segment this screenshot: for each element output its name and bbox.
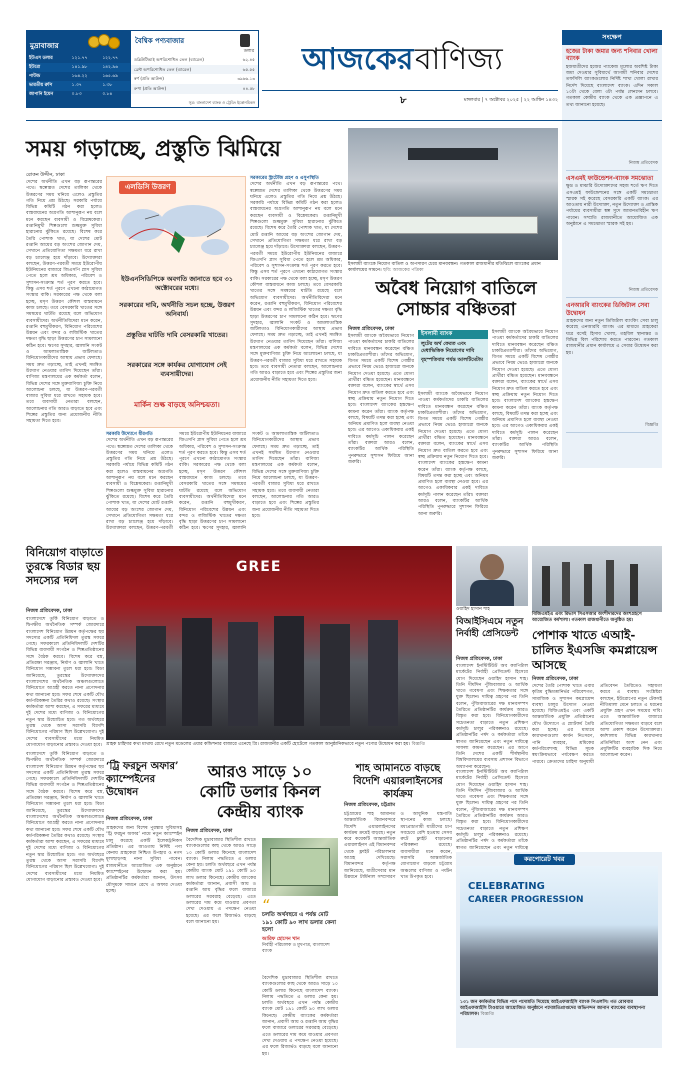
wb-body-col2: বৈদেশিক মুদ্রাবাজার স্থিতিশীল রাখতে ব্যাংকগুলোর কাছ থেকে আরও সাড়ে ১০ কোটি ডলার কিনেছে বাংলাদেশ ব্যাংক। নিলাম পদ্ধতিতে এ ডলার কেনা হয়। চলতি অর্থবছরে এখন পর্যন্ত কেন্দ্রীয় ব্যাংক মোট ১৯১ কোটি ৯০ লাখ ডলার কিনেছে। কেন্দ্রীয় ব্যাংকের কর্মকর্তারা জানান, প্রবাসী আয় ও রপ্তানি আয় বৃদ্ধির ফলে বাজারে ডলারের সরবরাহ বেড়েছে। এতে ডলারের দাম কমে যাওয়ার প্রবণতা দেখা দেওয়ায় এ পদক্ষেপ নেওয়া হয়েছে। এর ফলে রিজার্ভও বাড়ছে বলে জানানো হয়। [262, 976, 338, 1057]
shah-body: চট্টগ্রামের শাহ আমানত আন্তর্জাতিক বিমানবন্দরে বিদেশি এয়ারলাইনসের কার্যক্রম ক্রমেই বাড়ছে। নতুন করে কয়েকটি আন্তর্জাতিক এয়ারলাইনস এই বিমানবন্দর থেকে ফ্লাইট পরিচালনার আগ্রহ দেখিয়েছে। বিমানবন্দর কর্তৃপক্ষ জানিয়েছে, যাত্রীসেবার মান উন্নয়নে টার্মিনাল সম্প্রসারণ ও আধুনিক যন্ত্রপাতি স্থাপনের কাজ চলছে। মধ্যপ্রাচ্যগামী যাত্রীদের চাপ সবচেয়ে বেশি হওয়ায় সেসব রুটে ফ্লাইট বাড়ানোর পরিকল্পনা রয়েছে। ব্যবসায়ীরা মনে করেন, সরাসরি আন্তর্জাতিক যোগাযোগ বাড়লে চট্টগ্রাম অঞ্চলের বাণিজ্য ও পর্যটন খাত উপকৃত হবে। [344, 812, 452, 880]
commodity-row: রুপা (প্রতি আউন্স) ৪৪.৫৮ [131, 84, 258, 94]
commodity-row: স্বর্ণ (প্রতি আউন্স) ৩৯৬৬.১৩ [131, 74, 258, 84]
ibbl-photo [348, 128, 558, 260]
protest-banner [368, 216, 538, 234]
masthead-rule [262, 90, 558, 91]
ibbl-body-col1: ইসলামী ব্যাংকে অবৈধভাবে নিয়োগ পাওয়া কর্মকর্তাদের চাকরি বাতিলের দাবিতে মানববন্ধন করেছেন বঞ্চিত চাকরিপ্রত্যাশীরা। তাঁদের অভিযোগ, বিগত সময়ে একটি বিশেষ গোষ্ঠীর প্রভাবে নিয়ম ভেঙে হাজারো জনকে নিয়োগ দেওয়া হয়েছে। এতে যোগ্য প্রার্থীরা বঞ্চিত হয়েছেন। মানববন্ধনে বক্তারা বলেন, ব্যাংকের স্বার্থে এসব নিয়োগ দ্রুত বাতিল করতে হবে এবং স্বচ্ছ প্রক্রিয়ায় নতুন নিয়োগ দিতে হবে। বাংলাদেশ ব্যাংকের হস্তক্ষেপ কামনা করেন তাঁরা। ব্যাংক কর্তৃপক্ষ বলছে, বিষয়টি তদন্ত করা হচ্ছে এবং অনিয়ম প্রমাণিত হলে ব্যবস্থা নেওয়া হবে। এর আগেও একাধিকবার একই দাবিতে কর্মসূচি পালন করেছেন তাঁরা। বক্তারা আরও বলেন, ব্যাংকটির আর্থিক পরিস্থিতি পুনরুদ্ধারে সুশাসন ফিরিয়ে আনা জরুরি। [348, 334, 414, 465]
wb-body-col1: বৈদেশিক মুদ্রাবাজার স্থিতিশীল রাখতে ব্যাংকগুলোর কাছ থেকে আরও সাড়ে ১০ কোটি ডলার কিনেছে বাংলাদেশ ব্যাংক। নিলাম পদ্ধতিতে এ ডলার কেনা হয়। চলতি অর্থবছরে এখন পর্যন্ত কেন্দ্রীয় ব্যাংক মোট ১৯১ কোটি ৯০ লাখ ডলার কিনেছে। কেন্দ্রীয় ব্যাংকের কর্মকর্তারা জানান, প্রবাসী আয় ও রপ্তানি আয় বৃদ্ধির ফলে বাজারে ডলারের সরবরাহ বেড়েছে। এতে ডলারের দাম কমে যাওয়ার প্রবণতা দেখা দেওয়ায় এ পদক্ষেপ নেওয়া হয়েছে। এর ফলে রিজার্ভও বাড়ছে বলে জানানো হয়। [186, 838, 256, 925]
ibbl-infobox-point-1: লুটের অর্থ ফেরত এবং মেধাভিত্তিক নিয়োগের দাবি [421, 341, 475, 355]
bida-body-cont: বাংলাদেশে তুর্কি বিনিয়োগ বাড়াতে ও দ্বিপক্ষীয় অর্থনৈতিক সম্পর্ক জোরদারে বাংলাদেশ বিনিয়োগ উন্নয়ন কর্তৃপক্ষের ছয় সদস্যের একটি প্রতিনিধিদল তুরস্ক সফরে গেছে। সফরকালে প্রতিনিধিদলটি দেশটির বিভিন্ন ব্যবসায়ী সংগঠন ও শিল্পপ্রতিষ্ঠানের সঙ্গে বৈঠক করবে। বিশেষ করে বস্ত্র, প্রতিরক্ষা সরঞ্জাম, নির্মাণ ও জ্বালানি খাতে বিনিয়োগ সম্ভাবনা তুলে ধরা হবে। বিডা জানিয়েছে, তুরস্কের উদ্যোক্তাদের বাংলাদেশের অর্থনৈতিক অঞ্চলগুলোতে বিনিয়োগে আগ্রহী করতে নানা প্রণোদনার কথা জানানো হবে। সফর শেষে একটি যৌথ কর্মপরিকল্পনা তৈরির কথাও রয়েছে। সংস্থার কর্মকর্তারা আশা করছেন, এ সফরের মাধ্যমে দুই দেশের মধ্যে বাণিজ্য ও বিনিয়োগের নতুন দ্বার উন্মোচিত হবে। গত অর্থবছরে তুরস্ক থেকে আসা সরাসরি বিদেশি বিনিয়োগের পরিমাণ ছিল উল্লেখযোগ্য। দুই দেশের ব্যবসায়ীদের মধ্যে নিয়মিত যোগাযোগ বাড়ানোর প্রস্তাবও দেওয়া হবে। [26, 752, 104, 883]
gree-logo: GREE [236, 559, 282, 575]
esg-body: দেশের তৈরি পোশাক খাতে এবার কৃত্রিম বুদ্ধিমত্তানির্ভর পরিবেশগত, সামাজিক ও সুশাসন কমপ্লায়েন্স ব্যবস্থা চালুর উদ্যোগ নেওয়া হয়েছে। বিজিএমইএ এবং একটি আন্তর্জাতিক প্রযুক্তি প্রতিষ্ঠানের যৌথ উদ্যোগে এ প্ল্যাটফর্ম তৈরি করা হচ্ছে। এর মাধ্যমে কারখানাগুলো কার্বন নিঃসরণ, পানি ব্যবহার, শ্রমিকের কর্মপরিবেশসহ বিভিন্ন সূচক স্বয়ংক্রিয়ভাবে পর্যবেক্ষণ করতে পারবে। ক্রেতাদের চাহিদা অনুযায়ী প্রতিবেদন তৈরিতেও সহায়তা করবে এ ব্যবস্থা। সংশ্লিষ্টরা বলছেন, ইউরোপের নতুন টেকসই নীতিমালা মেনে চলতে এ ধরনের প্রযুক্তি গ্রহণ এখন সময়ের দাবি। এতে আন্তর্জাতিক বাজারে প্রতিযোগিতা সক্ষমতা বাড়বে বলে আশা প্রকাশ করেন উদ্যোক্তারা। কর্মশালায় বিভিন্ন কারখানার প্রতিনিধিরা অংশ নেন এবং প্রযুক্তিটির ব্যবহারিক দিক নিয়ে আলোচনা করেন। [532, 684, 662, 765]
lead-subhead-2: সরকারের স্ট্রাটেজি গ্রহণ ও এসুপস্থিতি [250, 176, 319, 181]
bank-tower-sign [408, 148, 498, 160]
biaim-headline: বিআইসিএমে নতুন নির্বাহী প্রেসিডেন্ট [456, 617, 524, 639]
sidebar-briefs [562, 30, 662, 468]
corporate-photo [460, 866, 658, 996]
sidebar-brief-byline: নিজস্ব প্রতিবেদক [628, 160, 658, 166]
sidebar-brief-body: গ্রাহকদের জন্য নতুন ডিজিটাল ব্যাংকিং সেবা চালু করেছে এনআরবি ব্যাংক। এর মাধ্যমে গ্রাহকেরা ঘরে বসেই হিসাব খোলা, তহবিল স্থানান্তর ও বিভিন্ন বিল পরিশোধ করতে পারবেন। গতকাল রাজধানীর প্রধান কার্যালয়ে এ সেবার উদ্বোধন করা হয়। [566, 319, 658, 356]
corporate-section [456, 852, 662, 1048]
currency-row: পাউন্ড ১৬৪.২২ ১৬৫.৬৯ [26, 72, 130, 81]
corporate-banner-l1: CELEBRATING [468, 881, 545, 892]
lead-body-col1 [26, 180, 102, 538]
shah-headline: শাহ আমানতে বাড়ছে বিদেশি এয়ারলাইনসের কার্যক্রম [353, 763, 443, 800]
lead-headline: সময় গড়াচ্ছে, প্রস্তুতি ঝিমিয়ে [26, 136, 281, 162]
ldc-point-2: সরকারের দাবি, অর্থনীতি সচল হচ্ছে, উত্তরণ অনিবার্য। [119, 301, 235, 318]
masthead [262, 32, 558, 112]
ibbl-body-col3: ইসলামী ব্যাংকে অবৈধভাবে নিয়োগ পাওয়া কর্মকর্তাদের চাকরি বাতিলের দাবিতে মানববন্ধন করেছেন বঞ্চিত চাকরিপ্রত্যাশীরা। তাঁদের অভিযোগ, বিগত সময়ে একটি বিশেষ গোষ্ঠীর প্রভাবে নিয়ম ভেঙে হাজারো জনকে নিয়োগ দেওয়া হয়েছে। এতে যোগ্য প্রার্থীরা বঞ্চিত হয়েছেন। মানববন্ধনে বক্তারা বলেন, ব্যাংকের স্বার্থে এসব নিয়োগ দ্রুত বাতিল করতে হবে এবং স্বচ্ছ প্রক্রিয়ায় নতুন নিয়োগ দিতে হবে। বাংলাদেশ ব্যাংকের হস্তক্ষেপ কামনা করেন তাঁরা। ব্যাংক কর্তৃপক্ষ বলছে, বিষয়টি তদন্ত করা হচ্ছে এবং অনিয়ম প্রমাণিত হলে ব্যবস্থা নেওয়া হবে। এর আগেও একাধিকবার একই দাবিতে কর্মসূচি পালন করেছেন তাঁরা। বক্তারা আরও বলেন, ব্যাংকটির আর্থিক পরিস্থিতি পুনরুদ্ধারে সুশাসন ফিরিয়ে আনা জরুরি। [492, 330, 558, 461]
commodity-row: ডব্লিউটিআই অপরিশোধিত তেল (ব্যারেল) ৬২.৪৫ [131, 55, 258, 65]
gold-coins-icon [86, 34, 126, 50]
trifortune-headline: ‘ট্রি ফরচুন অফার’ ক্যাম্পেইনের উদ্বোধন [106, 761, 179, 798]
sidebar-brief [566, 175, 658, 298]
biaim-body-cont: বাংলাদেশ ইনস্টিটিউট অব ক্যাপিটাল মার্কেটের নির্বাহী প্রেসিডেন্ট হিসেবে যোগ দিয়েছেন ওয়াহিদ হাসান শাহ। তিনি দীর্ঘদিন পুঁজিবাজার ও আর্থিক খাতে গবেষণা এবং শিক্ষকতার সঙ্গে যুক্ত ছিলেন। দায়িত্ব গ্রহণের পর তিনি বলেন, পুঁজিবাজারের দক্ষ মানবসম্পদ তৈরিতে প্রতিষ্ঠানটির কার্যক্রম আরও বিস্তৃত করা হবে। বিনিয়োগকারীদের সচেতনতা বাড়াতে নতুন প্রশিক্ষণ কর্মসূচি চালুর পরিকল্পনাও রয়েছে। প্রতিষ্ঠানটির পর্ষদ ও কর্মকর্তারা তাঁকে স্বাগত জানিয়েছেন এবং নতুন দায়িত্বে [456, 770, 528, 851]
currency-row: ভারতীয় রুপি ১.৩৭ ১.৩৮ [26, 81, 130, 90]
esg-caption: বিজিএমইএ এবং রিভাস সিএসআর অংশীদারদের অংশগ্রহণে আয়োজিত কর্মশালা। গতকাল রাজধানীতে অনুষ্ঠিত হয়। [532, 612, 642, 623]
corporate-tag: করপোরেট খবর [514, 854, 575, 865]
trifortune-byline: নিজস্ব প্রতিবেদক, ঢাকা [106, 816, 153, 822]
ldc-point-5: মার্কিন শুল্ক বাড়ছে অনিশ্চয়তা। [134, 401, 220, 409]
biaim-byline: নিজস্ব প্রতিবেদক, ঢাকা [456, 656, 503, 662]
sidebar-brief-title: হজের টাকা জমার জন্য শনিবার খোলা ব্যাংক [566, 47, 658, 63]
page-number: ৮ [400, 95, 407, 106]
ibbl-byline: নিজস্ব প্রতিবেদক, ঢাকা [348, 326, 395, 332]
gree-photo [106, 546, 452, 740]
sidebar-brief-byline: বিজ্ঞপ্তি [645, 423, 658, 429]
sidebar-header: সংক্ষেপ [562, 30, 662, 45]
commodity-source: সূত্র: বাংলাদেশ ব্যাংক ও ট্রেডিং ইকোনমিকস [188, 99, 255, 105]
bida-byline: নিজস্ব প্রতিবেদক, ঢাকা [26, 608, 73, 614]
ldc-box [106, 176, 246, 428]
ldc-point-3: প্রস্তুতির ঘাটতি দাবি বেসরকারি খাতের। [126, 331, 228, 339]
sidebar-brief-body: ক্ষুদ্র ও মাঝারি উদ্যোক্তাদের সহজ শর্তে ঋণ দিতে এসএমই ফাউন্ডেশনের সঙ্গে একটি সমঝোতা স্মারক সই করেছে বেসরকারি একটি ব্যাংক। এর আওতায় নারী উদ্যোক্তা, নতুন উদ্যোক্তা ও প্রান্তিক পর্যায়ের ব্যবসায়ীরা স্বল্প সুদে জামানতবিহীন ঋণ পাবেন। সম্প্রতি রাজধানীতে আয়োজিত এক অনুষ্ঠানে এ সমঝোতা স্মারক সই হয়। [566, 184, 658, 227]
world-map-icon [115, 199, 239, 261]
wb-pull-quote: “ চলতি অর্থবছরে এ পর্যন্ত মোট ১৯১ কোটি ৯০ লাখ ডলার কেনা হলো আরিফ হোসেন খান নির্বাহী পরিচালক ও মুখপাত্র, বাংলাদেশ ব্যাংক [262, 900, 338, 974]
issue-date: মঙ্গলবার | ৭ অক্টোবর ২০২৫ | ২২ আশ্বিন ১৪৩২ [463, 98, 558, 103]
sidebar-brief [566, 302, 658, 433]
corporate-banner-l2: CAREER PROGRESSION [468, 895, 584, 905]
currency-row: ইউরো ১৪১.৯৮ ১৪২.৯৬ [26, 63, 130, 72]
quote-mark-icon: “ [262, 896, 271, 915]
oil-barrel-icon [240, 34, 250, 47]
trifortune-body: গ্রাহকদের জন্য বিশেষ পুরস্কার সুবিধাসহ ‘ট্রি ফরচুন অফার’ নামে নতুন ক্যাম্পেইন চালু করেছে একটি ইলেকট্রনিকস প্রতিষ্ঠান। এর আওতায় নির্দিষ্ট পণ্য কেনায় গ্রাহকেরা নিশ্চিত উপহার ও নগদ মূল্যছাড়সহ নানা সুবিধা পাবেন। রাজধানীতে আয়োজিত এক অনুষ্ঠানে ক্যাম্পেইনের উদ্বোধন করা হয়। প্রতিষ্ঠানটির কর্মকর্তারা জানান, উৎসব মৌসুমকে সামনে রেখে এ অফার দেওয়া হচ্ছে। [106, 826, 182, 894]
commodity-unit: ডলার [243, 49, 254, 54]
dollar-photo [262, 838, 338, 896]
ldc-tag: এলডিসি উত্তরণ [119, 181, 176, 194]
ibbl-headline: অবৈধ নিয়োগ বাতিলে সোচ্চার বঞ্চিতরা [375, 278, 537, 320]
wb-headline: আরও সাড়ে ১০ কোটি ডলার কিনল কেন্দ্রীয় ব্যাংক [199, 762, 321, 821]
ldc-point-4: সরকারের সঙ্গে কার্যকর যোগাযোগ নেই ব্যবসায়ীদের। [127, 361, 227, 378]
bida-headline: বিনিয়োগ বাড়াতে তুরস্কে বিডার ছয় সদস্যের দল [26, 546, 104, 587]
currency-title: মুদ্রাবাজার [30, 42, 59, 50]
shah-byline: নিজস্ব প্রতিবেদক, চট্টগ্রাম [344, 802, 395, 808]
biaim-photo-name: ওয়াহিদ হাসান শাহ [456, 607, 490, 612]
currency-table [26, 30, 130, 108]
lead-byline: রোকন উদ্দীন, ঢাকা [26, 172, 65, 178]
esg-byline: নিজস্ব প্রতিবেদক, ঢাকা [532, 676, 579, 682]
commodity-row: ব্রেন্ট অপরিশোধিত তেল (ব্যারেল) ৬৫.৫৫ [131, 65, 258, 75]
gree-caption: গ্রাহক চাহিদার কথা মাথায় রেখে নতুন মডেলের এয়ার কন্ডিশনার বাজারে এনেছে গ্রি। রাজধানীর একটি হোটেলে গতকাল আনুষ্ঠানিকভাবে নতুন পণ্যের উদ্বোধন করা হয়। বিজ্ঞপ্তি [106, 742, 425, 747]
ibbl-infobox-point-2: বৃহস্পতিবার পর্যন্ত আলটিমেটাম [421, 356, 483, 363]
lead-subhead-1: সরকারি উদ্যোগে ধীরগতি [106, 432, 153, 437]
biaim-portrait [456, 546, 528, 606]
market-panel [26, 30, 259, 108]
esg-photo [532, 546, 662, 612]
ibbl-caption: ইসলামী ব্যাংকে নিয়োগ বাতিল ও অপসারণ চেয়ে মানববন্ধন। গতকাল রাজধানীর মতিঝিলে ব্যাংকের প্রধান কার্যালয়ের সামনে। ছবি: আজকের পত্রিকা [348, 262, 541, 273]
lead-body-col4: সরকারের স্ট্রাটেজি গ্রহণ ও এসুপস্থিতি দেশের অর্থনীতি এখন বড় রূপান্তরের পথে। স্বল্পোন্নত দেশের তালিকা থেকে উত্তরণের সময় ঘনিয়ে এলেও প্রস্তুতির গতি নিয়ে প্রশ্ন উঠছে। সরকারি পর্যায়ে বিভিন্ন কমিটি গঠন করা হলেও বাস্তবায়নের অগ্রগতি আশানুরূপ নয় বলে মনে করছেন ব্যবসায়ী ও বিশ্লেষকেরা। রপ্তানিমুখী শিল্পগুলো শুল্কমুক্ত সুবিধা হারানোর ঝুঁকিতে রয়েছে। বিশেষ করে তৈরি পোশাক খাত, যা দেশের মোট রপ্তানি আয়ের বড় অংশের জোগান দেয়, সেখানে প্রতিযোগিতা সক্ষমতা ধরে রাখা বড় চ্যালেঞ্জ হয়ে দাঁড়াবে। উদ্যোক্তারা বলছেন, উত্তরণ-পরবর্তী সময়ে ইউরোপীয় ইউনিয়নের বাজারে জিএসপি প্লাস সুবিধা পেতে হলে শ্রম অধিকার, পরিবেশ ও সুশাসন-সংক্রান্ত শর্ত পূরণ করতে হবে। কিন্তু এসব শর্ত পূরণে এখনো কাঠামোগত সংস্কার বাকি। সরকারের পক্ষ থেকে বলা হচ্ছে, মসৃণ উত্তরণ কৌশল বাস্তবায়নে কাজ চলছে। তবে বেসরকারি খাতের সঙ্গে সমন্বয়ের ঘাটতি রয়েছে বলে অভিযোগ ব্যবসায়ীদের। অর্থনীতিবিদেরা মনে করেন, রপ্তানি বহুমুখীকরণ, বিনিয়োগ পরিবেশের উন্নয়ন এবং বন্দর ও লজিস্টিক খাতের দক্ষতা বৃদ্ধি ছাড়া উত্তরণের চাপ সামলানো কঠিন হবে। ঋণের সুদহার, জ্বালানি সংকট ও আমলাতান্ত্রিক জটিলতাও বিনিয়োগকারীদের আস্থায় প্রভাব ফেলছে। সময় দ্রুত গড়াচ্ছে, তাই এখনই সমন্বিত উদ্যোগ নেওয়ার তাগিদ দিয়েছেন তাঁরা। বাণিজ্য মন্ত্রণালয়ের এক কর্মকর্তা বলেন, বিভিন্ন দেশের সঙ্গে মুক্তবাণিজ্য চুক্তি নিয়ে আলোচনা চলছে, যা উত্তরণ-পরবর্তী বাজার সুবিধা ধরে রাখতে সহায়ক হবে। তবে ব্যবসায়ী নেতারা বলছেন, আলোচনার গতি আরও বাড়াতে হবে এবং শিল্পের প্রস্তুতির জন্য প্রয়োজনীয় নীতি সহায়তা দিতে হবে। [250, 176, 342, 383]
sidebar-brief-byline: নিজস্ব প্রতিবেদক [628, 288, 658, 294]
commodity-table [130, 30, 259, 108]
sidebar-brief-title: এনআরবি ব্যাংকের ডিজিটাল সেবা উদ্বোধন [566, 302, 650, 317]
sidebar-brief [566, 48, 658, 171]
wb-byline: নিজস্ব প্রতিবেদক, ঢাকা [186, 828, 233, 834]
top-rule [26, 120, 662, 121]
sidebar-brief-body: হজযাত্রীদের হজের প্যাকেজ মূল্যের অবশিষ্ট টাকা জমা দেওয়ার সুবিধার্থে আগামী শনিবার দেশের তফসিলি ব্যাংকগুলোর নির্দিষ্ট শাখা খোলা রাখার নির্দেশ দিয়েছে বাংলাদেশ ব্যাংক। এদিন সকাল ১০টা থেকে বেলা ৩টা পর্যন্ত লেনদেন চলবে। গতকাল কেন্দ্রীয় ব্যাংক থেকে এক প্রজ্ঞাপনে এ তথ্য জানানো হয়েছে। [566, 64, 658, 108]
biaim-body: বাংলাদেশ ইনস্টিটিউট অব ক্যাপিটাল মার্কেটের নির্বাহী প্রেসিডেন্ট হিসেবে যোগ দিয়েছেন ওয়াহিদ হাসান শাহ। তিনি দীর্ঘদিন পুঁজিবাজার ও আর্থিক খাতে গবেষণা এবং শিক্ষকতার সঙ্গে যুক্ত ছিলেন। দায়িত্ব গ্রহণের পর তিনি বলেন, পুঁজিবাজারের দক্ষ মানবসম্পদ তৈরিতে প্রতিষ্ঠানটির কার্যক্রম আরও বিস্তৃত করা হবে। বিনিয়োগকারীদের সচেতনতা বাড়াতে নতুন প্রশিক্ষণ কর্মসূচি চালুর পরিকল্পনাও রয়েছে। প্রতিষ্ঠানটির পর্ষদ ও কর্মকর্তারা তাঁকে স্বাগত জানিয়েছেন এবং নতুন দায়িত্বে সাফল্য কামনা করেছেন। এর আগে তিনি দেশের একটি শীর্ষস্থানীয় বিশ্ববিদ্যালয়ের ব্যবসায় প্রশাসন বিভাগে অধ্যাপনা করেছেন। [456, 664, 528, 770]
currency-row: ইউএস ডলার ১২১.৭৭ ১২২.৭৭ [26, 54, 130, 63]
lead-body-cols: সরকারি উদ্যোগে ধীরগতি দেশের অর্থনীতি এখন বড় রূপান্তরের পথে। স্বল্পোন্নত দেশের তালিকা থেকে উত্তরণের সময় ঘনিয়ে এলেও প্রস্তুতির গতি নিয়ে প্রশ্ন উঠছে। সরকারি পর্যায়ে বিভিন্ন কমিটি গঠন করা হলেও বাস্তবায়নের অগ্রগতি আশানুরূপ নয় বলে মনে করছেন ব্যবসায়ী ও বিশ্লেষকেরা। রপ্তানিমুখী শিল্পগুলো শুল্কমুক্ত সুবিধা হারানোর ঝুঁকিতে রয়েছে। বিশেষ করে তৈরি পোশাক খাত, যা দেশের মোট রপ্তানি আয়ের বড় অংশের জোগান দেয়, সেখানে প্রতিযোগিতা সক্ষমতা ধরে রাখা বড় চ্যালেঞ্জ হয়ে দাঁড়াবে। উদ্যোক্তারা বলছেন, উত্তরণ-পরবর্তী সময়ে ইউরোপীয় ইউনিয়নের বাজারে জিএসপি প্লাস সুবিধা পেতে হলে শ্রম অধিকার, পরিবেশ ও সুশাসন-সংক্রান্ত শর্ত পূরণ করতে হবে। কিন্তু এসব শর্ত পূরণে এখনো কাঠামোগত সংস্কার বাকি। সরকারের পক্ষ থেকে বলা হচ্ছে, মসৃণ উত্তরণ কৌশল বাস্তবায়নে কাজ চলছে। তবে বেসরকারি খাতের সঙ্গে সমন্বয়ের ঘাটতি রয়েছে বলে অভিযোগ ব্যবসায়ীদের। অর্থনীতিবিদেরা মনে করেন, রপ্তানি বহুমুখীকরণ, বিনিয়োগ পরিবেশের উন্নয়ন এবং বন্দর ও লজিস্টিক খাতের দক্ষতা বৃদ্ধি ছাড়া উত্তরণের চাপ সামলানো কঠিন হবে। ঋণের সুদহার, জ্বালানি সংকট ও আমলাতান্ত্রিক জটিলতাও বিনিয়োগকারীদের আস্থায় প্রভাব ফেলছে। সময় দ্রুত গড়াচ্ছে, তাই এখনই সমন্বিত উদ্যোগ নেওয়ার তাগিদ দিয়েছেন তাঁরা। বাণিজ্য মন্ত্রণালয়ের এক কর্মকর্তা বলেন, বিভিন্ন দেশের সঙ্গে মুক্তবাণিজ্য চুক্তি নিয়ে আলোচনা চলছে, যা উত্তরণ-পরবর্তী বাজার সুবিধা ধরে রাখতে সহায়ক হবে। তবে ব্যবসায়ী নেতারা বলছেন, আলোচনার গতি আরও বাড়াতে হবে এবং শিল্পের প্রস্তুতির জন্য প্রয়োজনীয় নীতি সহায়তা দিতে হবে। [106, 432, 319, 532]
masthead-name-right: বাণিজ্য [414, 42, 503, 77]
commodity-rows [131, 55, 258, 94]
corporate-caption: ১৩১ জন কর্মকর্তার বিভিন্ন পদে পদোন্নতি দিয়েছে আইএফআইসি ব্যাংক পিএলসি। গত রোববার আইএফআইসি টাওয়ারে আয়োজিত অনুষ্ঠানে পদোন্নতিপ্রাপ্তদের অভিনন্দন জানান ব্যাংকের ব্যবস্থাপনা পরিচালক। বিজ্ঞপ্তি [460, 1000, 646, 1017]
bida-body: বাংলাদেশে তুর্কি বিনিয়োগ বাড়াতে ও দ্বিপক্ষীয় অর্থনৈতিক সম্পর্ক জোরদারে বাংলাদেশ বিনিয়োগ উন্নয়ন কর্তৃপক্ষের ছয় সদস্যের একটি প্রতিনিধিদল তুরস্ক সফরে গেছে। সফরকালে প্রতিনিধিদলটি দেশটির বিভিন্ন ব্যবসায়ী সংগঠন ও শিল্পপ্রতিষ্ঠানের সঙ্গে বৈঠক করবে। বিশেষ করে বস্ত্র, প্রতিরক্ষা সরঞ্জাম, নির্মাণ ও জ্বালানি খাতে বিনিয়োগ সম্ভাবনা তুলে ধরা হবে। বিডা জানিয়েছে, তুরস্কের উদ্যোক্তাদের বাংলাদেশের অর্থনৈতিক অঞ্চলগুলোতে বিনিয়োগে আগ্রহী করতে নানা প্রণোদনার কথা জানানো হবে। সফর শেষে একটি যৌথ কর্মপরিকল্পনা তৈরির কথাও রয়েছে। সংস্থার কর্মকর্তারা আশা করছেন, এ সফরের মাধ্যমে দুই দেশের মধ্যে বাণিজ্য ও বিনিয়োগের নতুন দ্বার উন্মোচিত হবে। গত অর্থবছরে তুরস্ক থেকে আসা সরাসরি বিদেশি বিনিয়োগের পরিমাণ ছিল উল্লেখযোগ্য। দুই দেশের ব্যবসায়ীদের মধ্যে নিয়মিত যোগাযোগ বাড়ানোর প্রস্তাবও দেওয়া হবে। [26, 617, 104, 748]
masthead-name-left: আজকের [302, 42, 414, 77]
ldc-point-1: ইউএনসিডিপিকে অবগতি জানাতে হবে ৩১ অক্টোবরের মধ্যে। [121, 275, 233, 292]
lead-body: দেশের অর্থনীতি এখন বড় রূপান্তরের পথে। স্বল্পোন্নত দেশের তালিকা থেকে উত্তরণের সময় ঘনিয়ে এলেও প্রস্তুতির গতি নিয়ে প্রশ্ন উঠছে। সরকারি পর্যায়ে বিভিন্ন কমিটি গঠন করা হলেও বাস্তবায়নের অগ্রগতি আশানুরূপ নয় বলে মনে করছেন ব্যবসায়ী ও বিশ্লেষকেরা। রপ্তানিমুখী শিল্পগুলো শুল্কমুক্ত সুবিধা হারানোর ঝুঁকিতে রয়েছে। বিশেষ করে তৈরি পোশাক খাত, যা দেশের মোট রপ্তানি আয়ের বড় অংশের জোগান দেয়, সেখানে প্রতিযোগিতা সক্ষমতা ধরে রাখা বড় চ্যালেঞ্জ হয়ে দাঁড়াবে। উদ্যোক্তারা বলছেন, উত্তরণ-পরবর্তী সময়ে ইউরোপীয় ইউনিয়নের বাজারে জিএসপি প্লাস সুবিধা পেতে হলে শ্রম অধিকার, পরিবেশ ও সুশাসন-সংক্রান্ত শর্ত পূরণ করতে হবে। কিন্তু এসব শর্ত পূরণে এখনো কাঠামোগত সংস্কার বাকি। সরকারের পক্ষ থেকে বলা হচ্ছে, মসৃণ উত্তরণ কৌশল বাস্তবায়নে কাজ চলছে। তবে বেসরকারি খাতের সঙ্গে সমন্বয়ের ঘাটতি রয়েছে বলে অভিযোগ ব্যবসায়ীদের। অর্থনীতিবিদেরা মনে করেন, রপ্তানি বহুমুখীকরণ, বিনিয়োগ পরিবেশের উন্নয়ন এবং বন্দর ও লজিস্টিক খাতের দক্ষতা বৃদ্ধি ছাড়া উত্তরণের চাপ সামলানো কঠিন হবে। ঋণের সুদহার, জ্বালানি সংকট ও আমলাতান্ত্রিক জটিলতাও বিনিয়োগকারীদের আস্থায় প্রভাব ফেলছে। সময় দ্রুত গড়াচ্ছে, তাই এখনই সমন্বিত উদ্যোগ নেওয়ার তাগিদ দিয়েছেন তাঁরা। বাণিজ্য মন্ত্রণালয়ের এক কর্মকর্তা বলেন, বিভিন্ন দেশের সঙ্গে মুক্তবাণিজ্য চুক্তি নিয়ে আলোচনা চলছে, যা উত্তরণ-পরবর্তী বাজার সুবিধা ধরে রাখতে সহায়ক হবে। তবে ব্যবসায়ী নেতারা বলছেন, আলোচনার গতি আরও বাড়াতে হবে এবং শিল্পের প্রস্তুতির জন্য প্রয়োজনীয় নীতি সহায়তা দিতে হবে। [26, 180, 103, 425]
currency-rows [26, 54, 130, 100]
currency-row: জাপানি ইয়েন ০.৮৩ ০.৮৪ [26, 91, 130, 100]
esg-headline: পোশাক খাতে এআই-চালিত ইএসজি কমপ্লায়েন্স আসছে [532, 628, 658, 672]
commodity-title: বৈশ্বিক পণ্যবাজার [135, 37, 185, 45]
ibbl-body-col2: ইসলামী ব্যাংকে অবৈধভাবে নিয়োগ পাওয়া কর্মকর্তাদের চাকরি বাতিলের দাবিতে মানববন্ধন করেছেন বঞ্চিত চাকরিপ্রত্যাশীরা। তাঁদের অভিযোগ, বিগত সময়ে একটি বিশেষ গোষ্ঠীর প্রভাবে নিয়ম ভেঙে হাজারো জনকে নিয়োগ দেওয়া হয়েছে। এতে যোগ্য প্রার্থীরা বঞ্চিত হয়েছেন। মানববন্ধনে বক্তারা বলেন, ব্যাংকের স্বার্থে এসব নিয়োগ দ্রুত বাতিল করতে হবে এবং স্বচ্ছ প্রক্রিয়ায় নতুন নিয়োগ দিতে হবে। বাংলাদেশ ব্যাংকের হস্তক্ষেপ কামনা করেন তাঁরা। ব্যাংক কর্তৃপক্ষ বলছে, বিষয়টি তদন্ত করা হচ্ছে এবং অনিয়ম প্রমাণিত হলে ব্যবস্থা নেওয়া হবে। এর আগেও একাধিকবার একই দাবিতে কর্মসূচি পালন করেছেন তাঁরা। বক্তারা আরও বলেন, ব্যাংকটির আর্থিক পরিস্থিতি পুনরুদ্ধারে সুশাসন ফিরিয়ে আনা জরুরি। [418, 392, 488, 517]
ibbl-infobox: ইসলামী ব্যাংক লুটের অর্থ ফেরত এবং মেধাভিত্তিক নিয়োগের দাবি বৃহস্পতিবার পর্যন্ত আলটিমেটাম [418, 330, 488, 388]
sidebar-brief-title: এসএমই ফাউন্ডেশন-ব্যাংক সমঝোতা [566, 174, 654, 182]
